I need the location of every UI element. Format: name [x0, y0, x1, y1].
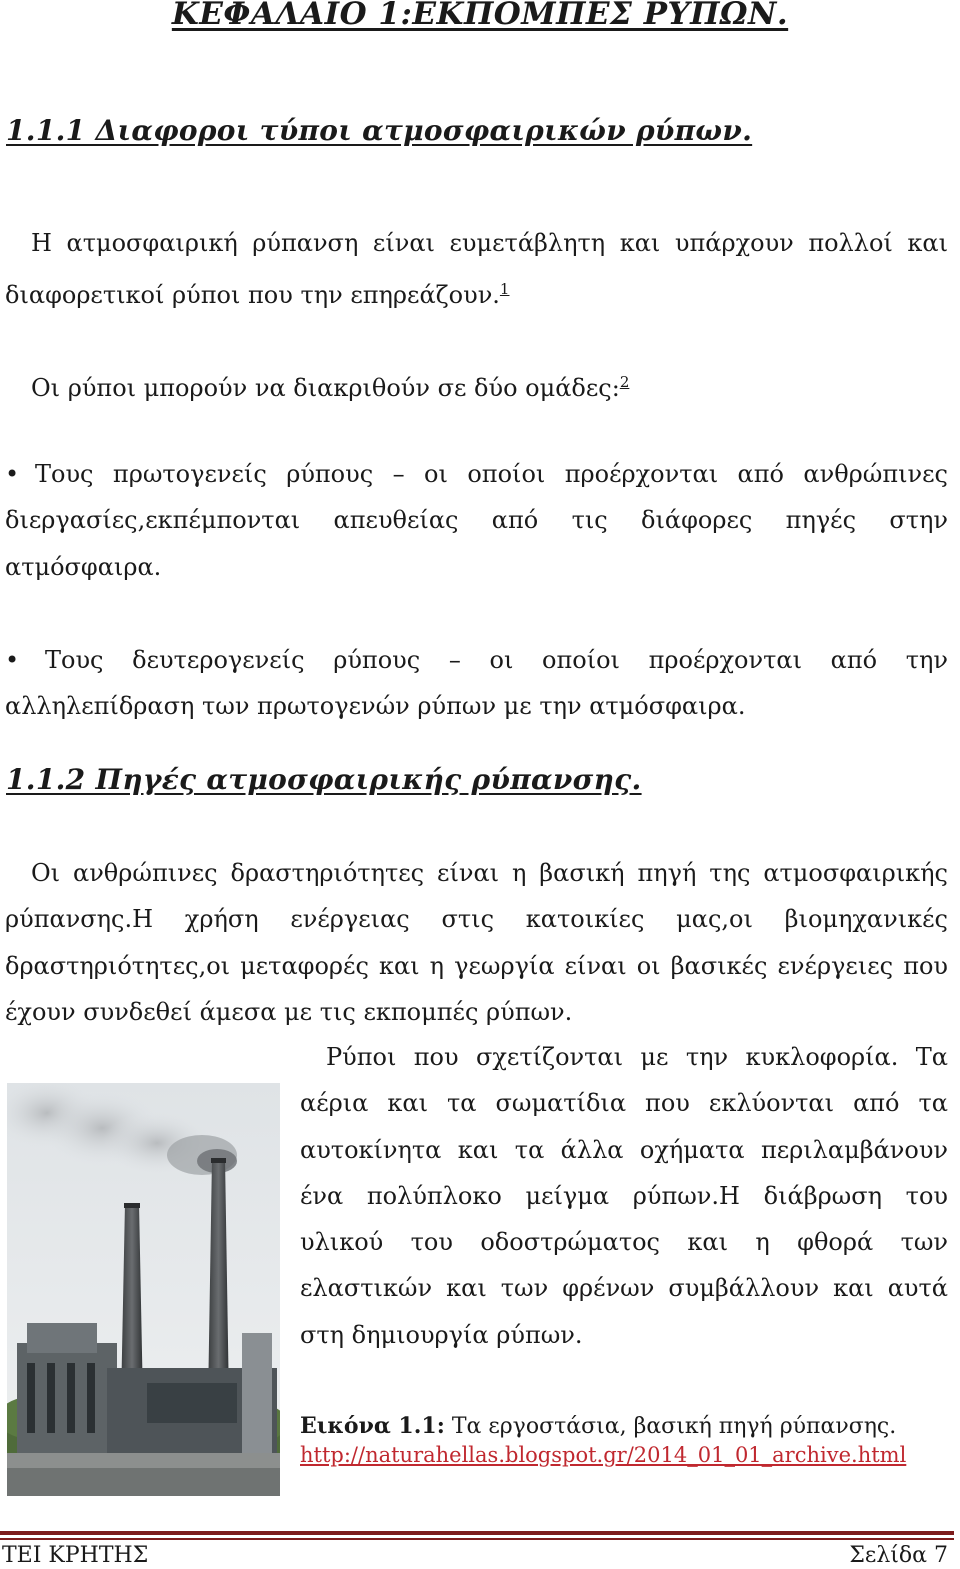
footer-rule-thin — [0, 1538, 954, 1540]
bullet-secondary-text: Τους δευτερογενείς ρύπους – οι οποίοι προέρχονται από την αλληλεπίδραση των πρωτογενών ρύπων με την ατμόσφαιρα. — [5, 646, 948, 721]
footer-rule-thick — [0, 1531, 954, 1535]
footnote-ref-2[interactable]: 2 — [619, 373, 630, 391]
bullet-primary-pollutants — [5, 451, 948, 590]
caption-text: Τα εργοστάσια, βασική πηγή ρύπανσης. — [451, 1414, 897, 1439]
caption-label: Εικόνα 1.1: — [300, 1413, 445, 1439]
bullet-icon: • — [5, 646, 20, 674]
chapter-title: ΚΕΦΑΛΑΙΟ 1:ΕΚΠΟΜΠΕΣ ΡΥΠΩΝ. — [171, 0, 789, 32]
sources-paragraph: Οι ανθρώπινες δραστηριότητες είναι η βασική πηγή της ατμοσφαιρικής ρύπανσης.Η χρήση ενέργειας στις κατοικίες μας,οι βιομηχανικές δραστηριότητες,οι μεταφορές και η γεωργία είναι οι βασικές ενέργειες που έχουν συνδεθεί άμεσα με τις εκπομπές ρύπων. — [5, 859, 948, 1026]
figure-caption — [300, 1412, 906, 1470]
bullet-icon: • — [5, 460, 20, 488]
section-heading-1-1-1: 1.1.1 Διαφοροι τύποι ατμοσφαιρικών ρύπων. — [6, 114, 753, 147]
bullet-secondary-pollutants — [5, 637, 948, 730]
intro-text: Η ατμοσφαιρική ρύπανση είναι ευμετάβλητη και υπάρχουν πολλοί και διαφορετικοί ρύποι που την επηρεάζουν. — [5, 229, 948, 310]
intro-paragraph — [5, 220, 948, 319]
page-number: Σελίδα 7 — [849, 1543, 948, 1568]
source-link[interactable]: http://naturahellas.blogspot.gr/2014_01_01_archive.html — [300, 1443, 907, 1467]
factory-smokestack-image — [7, 1083, 280, 1496]
section-heading-1-1-2: 1.1.2 Πηγές ατμοσφαιρικής ρύπανσης. — [6, 763, 642, 796]
groups-paragraph — [5, 359, 948, 411]
traffic-pollutants-paragraph: Ρύποι που σχετίζονται με την κυκλοφορία. Τα αέρια και τα σωματίδια που εκλύονται από τα αυτοκίνητα και τα άλλα οχήματα περιλαμβάνουν ένα πολύπλοκο μείγμα ρύπων.Η διάβρωση του υλικού του οδοστρώματος και η φθορά των ελαστικών και των φρένων συμβάλλουν και αυτά στη δημιουργία ρύπων. — [300, 1043, 948, 1349]
footer-institution: ΤΕΙ ΚΡΗΤΗΣ — [2, 1543, 149, 1568]
footnote-ref-1[interactable]: 1 — [499, 280, 510, 299]
bullet-primary-text: Τους πρωτογενείς ρύπους – οι οποίοι προέρχονται από ανθρώπινες διεργασίες,εκπέμπονται απευθείας από τις διάφορες πηγές στην ατμόσφαιρα. — [5, 460, 948, 581]
caption-line — [300, 1412, 906, 1441]
groups-text: Οι ρύποι μπορούν να διακριθούν σε δύο ομάδες: — [31, 374, 620, 402]
